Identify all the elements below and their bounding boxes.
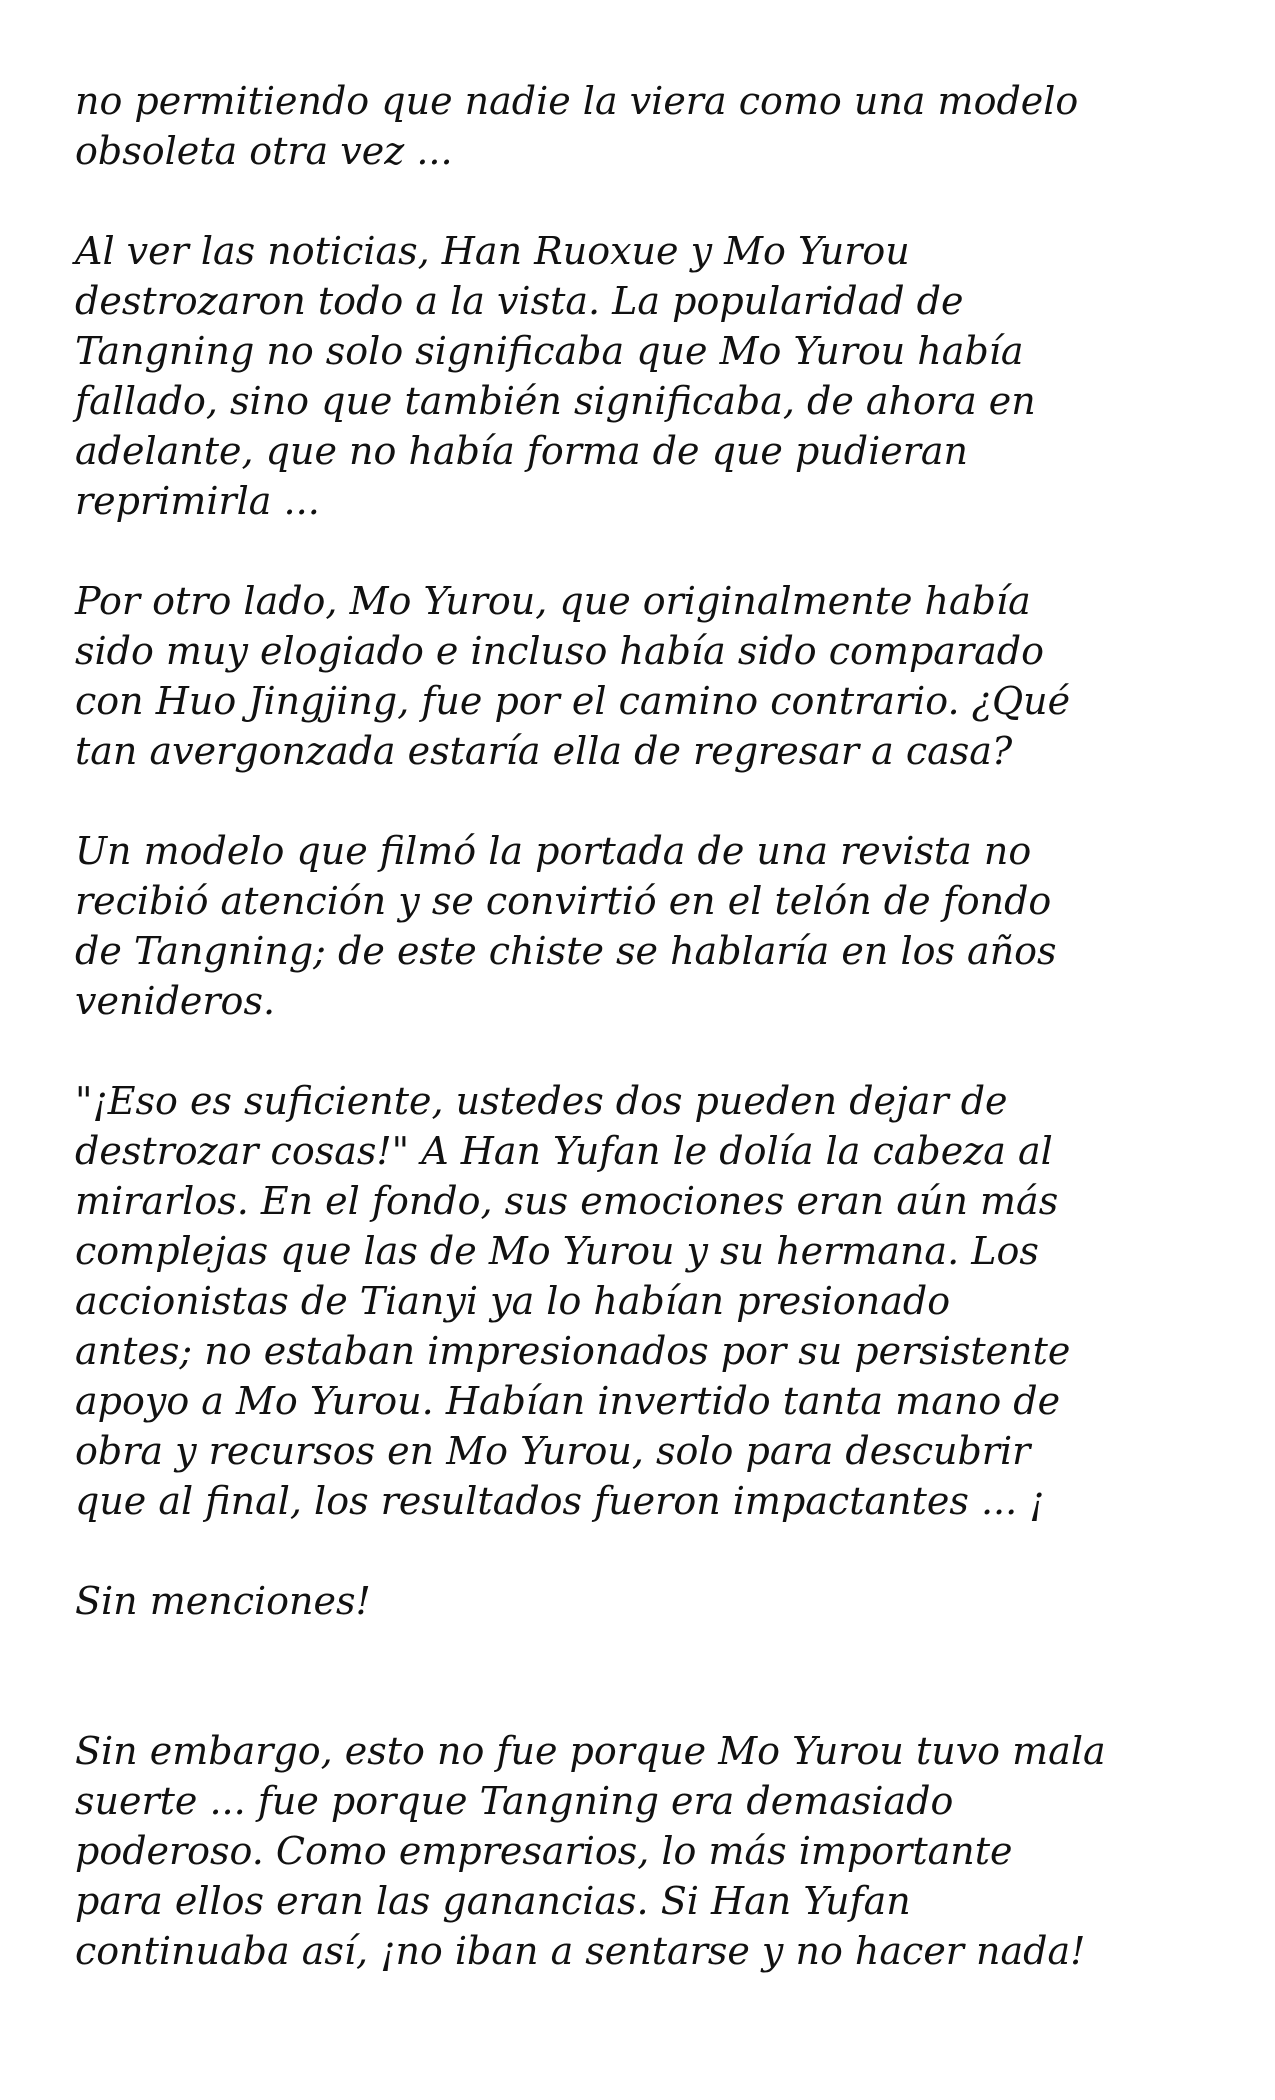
paragraph-7 [75,1726,1225,1976]
paragraph-4 [75,826,1225,1026]
text-line: fallado, sino que también significaba, de ahora en [75,379,1036,423]
text-line: adelante, que no había forma de que pudieran [75,429,968,473]
paragraph-3 [75,576,1225,776]
text-line: apoyo a Mo Yurou. Habían invertido tanta mano de [75,1379,1061,1423]
paragraph-1 [75,76,1225,176]
text-line: Un modelo que filmó la portada de una revista no [75,829,1032,873]
paragraph-6 [75,1576,1225,1626]
text-line: "¡Eso es suficiente, ustedes dos pueden dejar de [75,1079,1008,1123]
text-line: suerte ... fue porque Tangning era demasiado [75,1779,954,1823]
text-line: no permitiendo que nadie la viera como una modelo [75,79,1079,123]
text-line: continuaba así, ¡no iban a sentarse y no hacer nada! [75,1929,1086,1973]
text-line: Tangning no solo significaba que Mo Yurou había [75,329,1024,373]
text-line: poderoso. Como empresarios, lo más importante [75,1829,1013,1873]
text-line: venideros. [75,979,276,1023]
text-line: antes; no estaban impresionados por su persistente [75,1329,1071,1373]
text-line: obra y recursos en Mo Yurou, solo para descubrir [75,1429,1031,1473]
text-line: tan avergonzada estaría ella de regresar a casa? [75,729,1013,773]
text-line: sido muy elogiado e incluso había sido comparado [75,629,1044,673]
text-line: Por otro lado, Mo Yurou, que originalmente había [75,579,1031,623]
text-line: Sin embargo, esto no fue porque Mo Yurou tuvo mala [75,1729,1106,1773]
paragraph-2 [75,226,1225,526]
text-line: que al final, los resultados fueron impactantes ... ¡ [75,1479,1045,1523]
paragraph-5 [75,1076,1225,1526]
text-line: accionistas de Tianyi ya lo habían presionado [75,1279,951,1323]
text-line: obsoleta otra vez ... [75,129,453,173]
text-line: recibió atención y se convirtió en el telón de fondo [75,879,1052,923]
text-line: con Huo Jingjing, fue por el camino contrario. ¿Qué [75,679,1071,723]
text-line: para ellos eran las ganancias. Si Han Yufan [75,1879,911,1923]
text-line: destrozaron todo a la vista. La popularidad de [75,279,964,323]
text-line: Sin menciones! [75,1579,371,1623]
text-line: mirarlos. En el fondo, sus emociones eran aún más [75,1179,1059,1223]
text-line: reprimirla ... [75,479,320,523]
text-line: Al ver las noticias, Han Ruoxue y Mo Yurou [75,229,910,273]
text-line: de Tangning; de este chiste se hablaría en los años [75,929,1057,973]
text-line: destrozar cosas!" A Han Yufan le dolía la cabeza al [75,1129,1053,1173]
text-line: complejas que las de Mo Yurou y su hermana. Los [75,1229,1039,1273]
